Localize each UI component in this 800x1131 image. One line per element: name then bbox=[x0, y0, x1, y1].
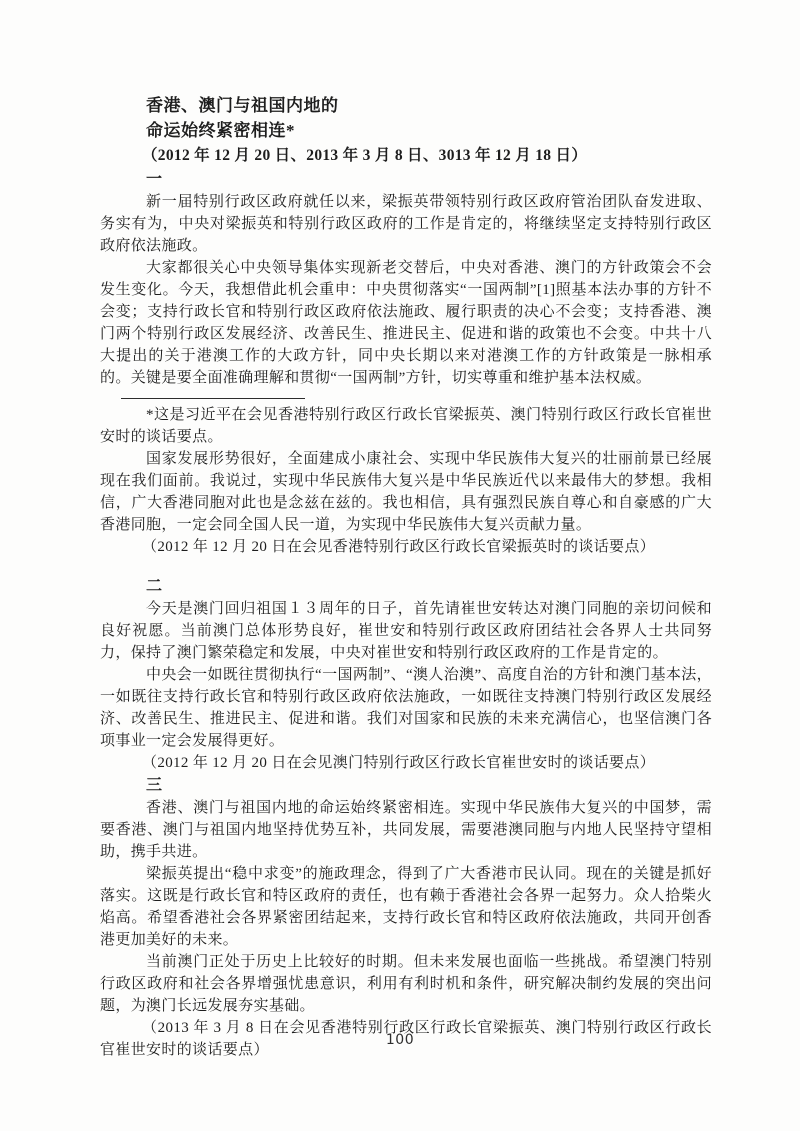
section-2-citation: （2012 年 12 月 20 日在会见澳门特别行政区行政长官崔世安时的谈话要点） bbox=[142, 755, 656, 771]
section-1-citation: （2012 年 12 月 20 日在会见香港特别行政区行政长官梁振英时的谈话要点） bbox=[142, 539, 656, 555]
section-3-paragraph-1: 香港、澳门与祖国内地的命运始终紧密相连。实现中华民族伟大复兴的中国梦，需要香港、澳门与祖国内地坚持优势互补，共同发展，需要港澳同胞与内地人民坚持守望相助，携手共进。 bbox=[100, 800, 712, 860]
article-title-line1: 香港、澳门与祖国内地的 bbox=[146, 96, 339, 115]
footnote-text: *这是习近平在会见香港特别行政区行政长官梁振英、澳门特别行政区行政长官崔世安时的谈话要点。 bbox=[100, 407, 712, 445]
section-3-citation: （2013 年 3 月 8 日在会见香港特别行政区行政长官梁振英、澳门特别行政区行政长官崔世安时的谈话要点） bbox=[100, 1020, 712, 1058]
section-3-paragraph-3: 当前澳门正处于历史上比较好的时期。但未来发展也面临一些挑战。希望澳门特别行政区政府和社会各界增强忧患意识，利用有利时机和条件，研究解决制约发展的突出问题，为澳门长远发展夯实基础。 bbox=[100, 954, 712, 1014]
section-1-paragraph-1: 新一届特别行政区政府就任以来，梁振英带领特别行政区政府管治团队奋发进取、务实有为，中央对梁振英和特别行政区政府的工作是肯定的，将继续坚定支持特别行政区政府依法施政。 bbox=[100, 194, 712, 254]
section-1-paragraph-2: 大家都很关心中央领导集体实现新老交替后，中央对香港、澳门的方针政策会不会发生变化。今天，我想借此机会重申：中央贯彻落实“一国两制”[1]照基本法办事的方针不会变；支持行政长官和特别行政区政府依法施政、履行职责的决心不会变；支持香港、澳门两个特别行政区发展经济、改善民生、推进民主、促进和谐的政策也不会变。中共十八大提出的关于港澳工作的大政方针，同中央长期以来对港澳工作的方针政策是一脉相承的。关键是要全面准确理解和贯彻“一国两制”方针，切实尊重和维护基本法权威。 bbox=[100, 260, 712, 386]
article-dateline: （2012 年 12 月 20 日、2013 年 3 月 8 日、3013 年 12 月 18 日） bbox=[142, 147, 588, 164]
section-3-marker: 三 bbox=[146, 777, 163, 794]
section-3-paragraph-2: 梁振英提出“稳中求变”的施政理念，得到了广大香港市民认同。现在的关键是抓好落实。这既是行政长官和特区政府的责任，也有赖于香港社会各界一起努力。众人拾柴火焰高。希望香港社会各界紧密团结起来，支持行政长官和特区政府依法施政，共同开创香港更加美好的未来。 bbox=[100, 866, 712, 948]
section-1-paragraph-3: 国家发展形势很好，全面建成小康社会、实现中华民族伟大复兴的壮丽前景已经展现在我们面前。我说过，实现中华民族伟大复兴是中华民族近代以来最伟大的梦想。我相信，广大香港同胞对此也是念兹在兹的。我也相信，具有强烈民族自尊心和自豪感的广大香港同胞，一定会同全国人民一道，为实现中华民族伟大复兴贡献力量。 bbox=[100, 451, 712, 533]
footnote-separator bbox=[121, 398, 305, 399]
section-2-paragraph-2: 中央会一如既往贯彻执行“一国两制”、“澳人治澳”、高度自治的方针和澳门基本法，一如既往支持行政长官和特别行政区政府依法施政，一如既往支持澳门特别行政区发展经济、改善民生、推进民主、促进和谐。我们对国家和民族的未来充满信心，也坚信澳门各项事业一定会发展得更好。 bbox=[100, 667, 712, 749]
section-2-paragraph-1: 今天是澳门回归祖国１３周年的日子，首先请崔世安转达对澳门同胞的亲切问候和良好祝愿。当前澳门总体形势良好，崔世安和特别行政区政府团结社会各界人士共同努力，保持了澳门繁荣稳定和发展，中央对崔世安和特别行政区政府的工作是肯定的。 bbox=[100, 601, 712, 661]
page-number: 100 bbox=[385, 1032, 415, 1048]
text-block bbox=[100, 93, 712, 1061]
article-title-line2: 命运始终紧密相连* bbox=[146, 121, 295, 140]
section-2-marker: 二 bbox=[146, 578, 163, 595]
section-1-marker: 一 bbox=[146, 171, 163, 188]
